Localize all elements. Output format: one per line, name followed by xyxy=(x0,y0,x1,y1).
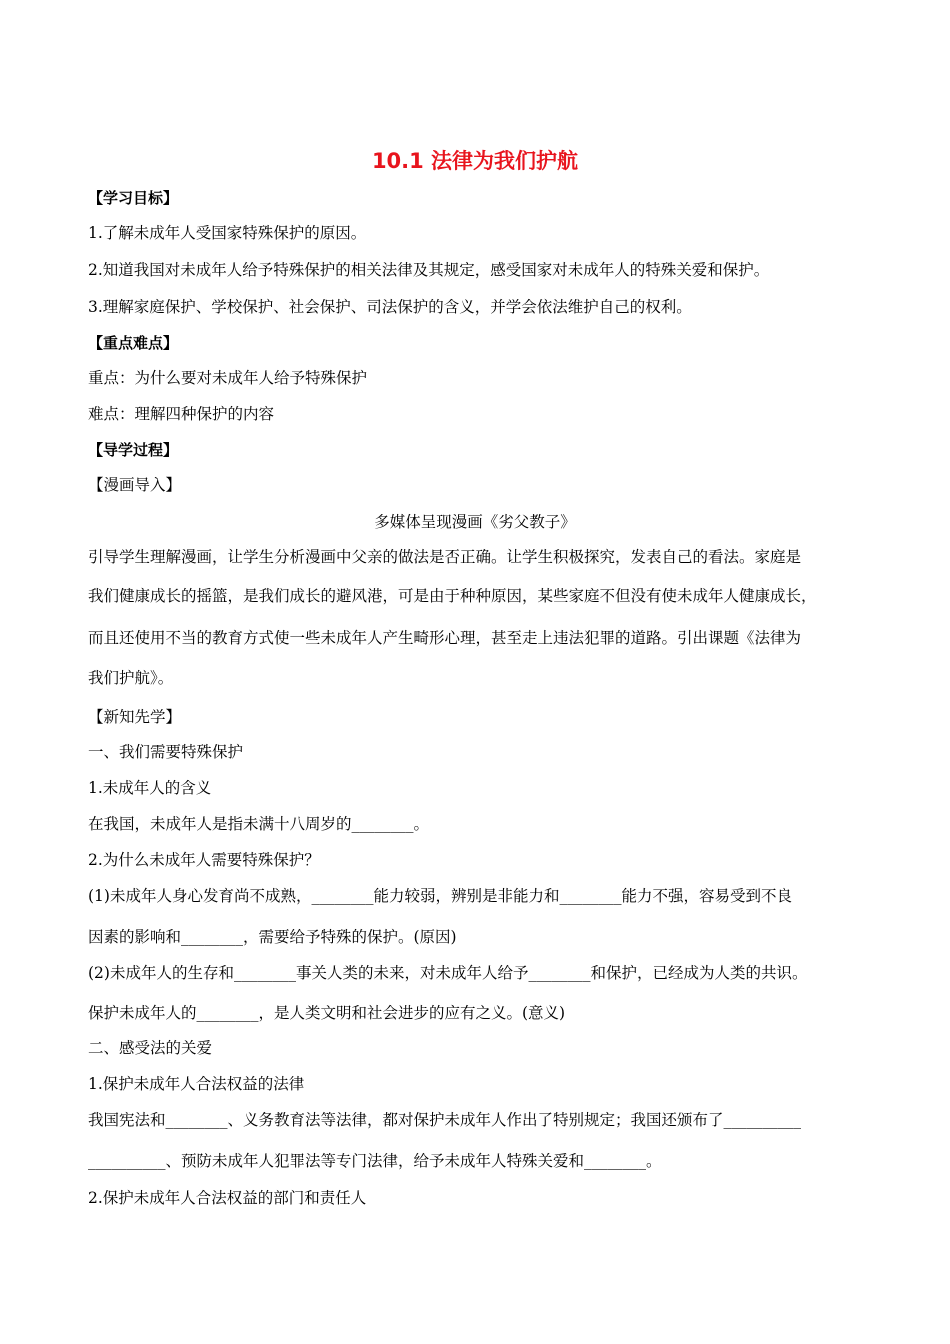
paragraph-line: 引导学生理解漫画，让学生分析漫画中父亲的做法是否正确。让学生积极探究，发表自己的看法。家庭是 xyxy=(88,548,802,566)
item-heading: 2.为什么未成年人需要特殊保护？ xyxy=(88,851,320,869)
paragraph-line: 而且还使用不当的教育方式使一些未成年人产生畸形心理，甚至走上违法犯罪的道路。引出课题《法律为 xyxy=(88,629,802,647)
goal-item-1: 1.了解未成年人受国家特殊保护的原因。 xyxy=(88,224,367,242)
part-heading-1: 一、我们需要特殊保护 xyxy=(88,743,244,761)
subheading-comic-intro: 【漫画导入】 xyxy=(88,476,182,494)
fill-blank-line: (1)未成年人身心发育尚不成熟，________能力较弱，辨别是非能力和________能力不强，容易受到不良 xyxy=(88,887,792,905)
paragraph-line: 我们护航》。 xyxy=(88,669,174,687)
item-heading: 2.保护未成年人合法权益的部门和责任人 xyxy=(88,1189,367,1207)
fill-blank-line: 我国宪法和________、义务教育法等法律，都对保护未成年人作出了特别规定；我国还颁布了__________ xyxy=(88,1111,802,1129)
section-heading-process: 【导学过程】 xyxy=(88,441,179,459)
part-heading-2: 二、感受法的关爱 xyxy=(88,1039,213,1057)
document-title: 10.1 法律为我们护航 xyxy=(371,149,579,173)
fill-blank-line: __________、预防未成年人犯罪法等专门法律，给予未成年人特殊关爱和________。 xyxy=(88,1152,662,1170)
section-heading-key-points: 【重点难点】 xyxy=(88,334,179,352)
fill-blank-line: 保护未成年人的________，是人类文明和社会进步的应有之义。(意义) xyxy=(88,1004,566,1022)
item-heading: 1.保护未成年人合法权益的法律 xyxy=(88,1075,305,1093)
subheading-new-knowledge: 【新知先学】 xyxy=(88,708,182,726)
goal-item-2: 2.知道我国对未成年人给予特殊保护的相关法律及其规定，感受国家对未成年人的特殊关爱和保护。 xyxy=(88,261,770,279)
fill-blank-line: 因素的影响和________，需要给予特殊的保护。(原因) xyxy=(88,928,457,946)
paragraph-line: 我们健康成长的摇篮，是我们成长的避风港，可是由于种种原因，某些家庭不但没有使未成年人健康成长， xyxy=(88,587,817,605)
fill-blank-line: (2)未成年人的生存和________事关人类的未来，对未成年人给予________和保护，已经成为人类的共识。 xyxy=(88,964,808,982)
difficult-point: 难点：理解四种保护的内容 xyxy=(88,405,275,423)
item-heading: 1.未成年人的含义 xyxy=(88,779,212,797)
key-point: 重点：为什么要对未成年人给予特殊保护 xyxy=(88,369,368,387)
comic-caption: 多媒体呈现漫画《劣父教子》 xyxy=(374,513,576,531)
goal-item-3: 3.理解家庭保护、学校保护、社会保护、司法保护的含义，并学会依法维护自己的权利。 xyxy=(88,298,692,316)
section-heading-learning-goals: 【学习目标】 xyxy=(88,189,179,207)
fill-blank-line: 在我国，未成年人是指未满十八周岁的________。 xyxy=(88,815,430,833)
